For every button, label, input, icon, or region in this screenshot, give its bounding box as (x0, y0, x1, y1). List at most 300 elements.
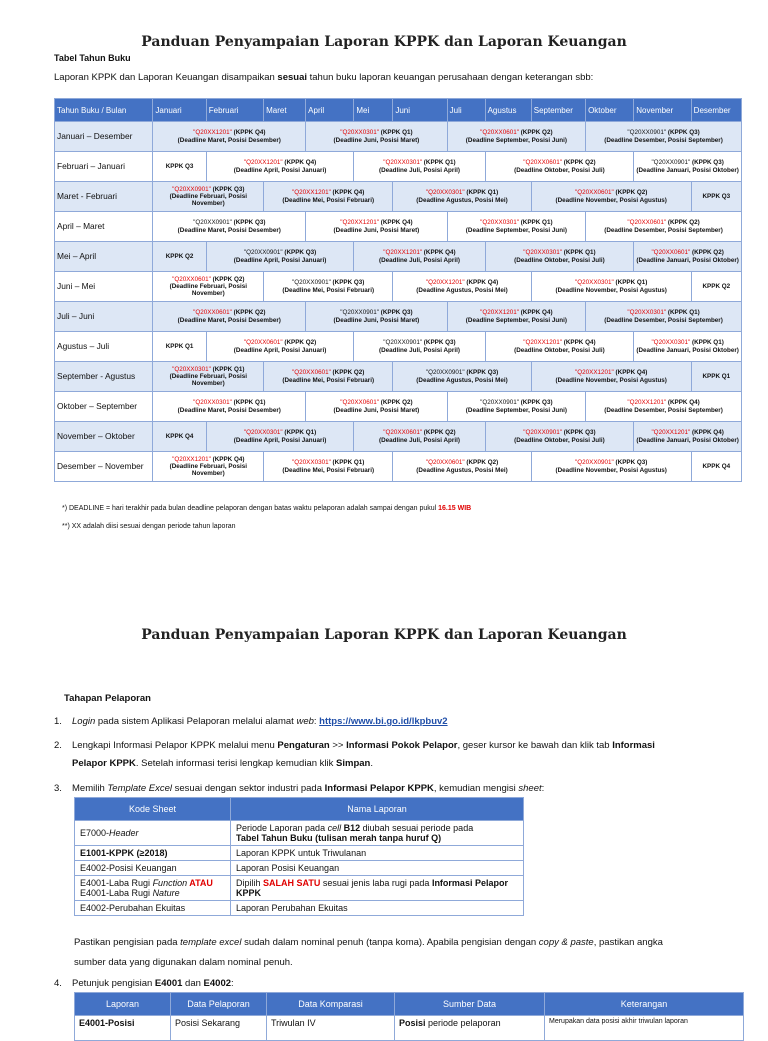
fiscal-row-label: Januari – Desember (55, 122, 153, 152)
report-deadline: (Deadline Juli, Posisi April) (379, 256, 460, 264)
fiscal-cell: KPPK Q3 (691, 182, 741, 212)
fiscal-cell (153, 122, 306, 152)
intro-text (54, 72, 593, 83)
fiscal-cell (153, 212, 306, 242)
report-code: "Q20XX0901" (193, 219, 232, 227)
header-month: Desember (691, 99, 741, 122)
fiscal-row (55, 122, 742, 152)
report-quarter: (KPPK Q2) (464, 459, 499, 467)
report-quarter: (KPPK Q2) (282, 339, 317, 347)
report-deadline: (Deadline April, Posisi Januari) (233, 166, 327, 174)
report-deadline: (Deadline Juni, Posisi Maret) (333, 406, 420, 414)
fiscal-cell (531, 362, 691, 392)
report-deadline: (Deadline Agustus, Posisi Mei) (416, 376, 508, 384)
report-quarter: (KPPK Q3) (231, 219, 266, 227)
report-deadline: (Deadline April, Posisi Januari) (233, 256, 327, 264)
fiscal-cell (264, 272, 393, 302)
fiscal-table-header-row (55, 99, 742, 122)
step-2-b2: Informasi Pokok Pelapor (346, 740, 458, 751)
report-deadline: (Deadline Februari, Posisi November) (169, 372, 247, 388)
fiscal-cell (393, 362, 531, 392)
header-month: Juli (447, 99, 485, 122)
report-code: "Q20XX1201" (243, 159, 283, 167)
petunjuk-col-keterangan: Keterangan (545, 993, 744, 1016)
section-label-tahun-buku: Tabel Tahun Buku (54, 53, 131, 63)
fiscal-cell: KPPK Q4 (153, 422, 206, 452)
sheet-name-b: Informasi Pelapor KPPK (236, 878, 508, 898)
petunjuk-row (75, 1016, 744, 1041)
report-deadline: (Deadline April, Posisi Januari) (233, 346, 327, 354)
step-3-pre: Memilih (72, 783, 108, 794)
after-table-mid: sudah dalam nominal penuh (tanpa koma). Apabila pengisian dengan (241, 937, 539, 948)
fiscal-cell: KPPK Q2 (153, 242, 206, 272)
sheet-col-kode (75, 798, 231, 821)
report-deadline: (Deadline Agustus, Posisi Mei) (416, 196, 508, 204)
fiscal-cell (485, 422, 634, 452)
report-code: "Q20XX0301" (425, 189, 465, 197)
fiscal-cell (206, 152, 354, 182)
report-code: "Q20XX1201" (292, 189, 331, 197)
step-4-pre: Petunjuk pengisian (72, 978, 155, 989)
fiscal-row (55, 302, 742, 332)
section-label-tahapan: Tahapan Pelaporan (64, 693, 151, 704)
report-code: "Q20XX1201" (193, 129, 232, 137)
report-code: "Q20XX0901" (292, 279, 331, 287)
fiscal-cell (264, 182, 393, 212)
sheet-name: Laporan KPPK untuk Triwulanan (231, 846, 524, 861)
sheet-name: Laporan Posisi Keuangan (231, 861, 524, 876)
petunjuk-sumber-text: periode pelaporan (425, 1018, 501, 1028)
report-quarter: (KPPK Q1) (379, 129, 413, 137)
report-quarter: (KPPK Q4) (231, 129, 266, 137)
fiscal-row (55, 212, 742, 242)
fiscal-cell (586, 302, 742, 332)
report-deadline: (Deadline Juni, Posisi Maret) (333, 316, 420, 324)
fiscal-row-label: Desember – November (55, 452, 153, 482)
report-code: "Q20XX0301" (627, 309, 667, 317)
report-code: "Q20XX0601" (172, 275, 211, 283)
report-deadline: (Deadline November, Posisi Agustus) (555, 196, 667, 204)
report-quarter: (KPPK Q4) (464, 279, 499, 287)
report-deadline: (Deadline November, Posisi Agustus) (555, 376, 667, 384)
report-code: "Q20XX0601" (383, 429, 423, 437)
report-quarter: (KPPK Q1) (690, 339, 724, 347)
sheet-name-pre: Dipilih (236, 878, 264, 888)
fiscal-cell (634, 422, 742, 452)
fiscal-row (55, 242, 742, 272)
header-month: Agustus (485, 99, 531, 122)
report-deadline: (Deadline Mei, Posisi Februari) (282, 286, 375, 294)
step-2-mid1: >> (329, 740, 347, 751)
fiscal-row (55, 422, 742, 452)
report-code: "Q20XX0901" (340, 309, 379, 317)
report-quarter: (KPPK Q1) (231, 399, 266, 407)
step-2-line2-end: . (370, 758, 373, 769)
report-quarter: (KPPK Q2) (231, 309, 266, 317)
report-deadline: (Deadline Oktober, Posisi Juli) (514, 436, 605, 444)
step-4-mid: dan (182, 978, 204, 989)
fiscal-cell (354, 152, 485, 182)
report-quarter: (KPPK Q1) (666, 309, 700, 317)
report-code: "Q20XX0901" (243, 249, 283, 257)
report-quarter: (KPPK Q4) (379, 219, 413, 227)
report-deadline: (Deadline Agustus, Posisi Mei) (416, 466, 508, 474)
fiscal-row-label: Juli – Juni (55, 302, 153, 332)
report-quarter: (KPPK Q3) (666, 129, 700, 137)
report-code: "Q20XX0901" (575, 459, 614, 467)
step-2-pre: Lengkapi Informasi Pelapor KPPK melalui menu (72, 740, 278, 751)
report-quarter: (KPPK Q3) (210, 185, 245, 193)
fiscal-cell (447, 212, 585, 242)
sheet-code: E4002-Posisi Keuangan (75, 861, 231, 876)
fiscal-row-label: September - Agustus (55, 362, 153, 392)
step-1-pre: pada sistem Aplikasi Pelaporan melalui alamat (95, 716, 297, 727)
report-code: "Q20XX0301" (340, 129, 379, 137)
fiscal-cell (634, 152, 742, 182)
fiscal-row-label: Oktober – September (55, 392, 153, 422)
report-code: "Q20XX0601" (193, 309, 232, 317)
report-quarter: (KPPK Q3) (282, 249, 317, 257)
fiscal-cell: KPPK Q3 (153, 152, 206, 182)
report-code: "Q20XX0301" (243, 429, 283, 437)
report-quarter: (KPPK Q1) (613, 279, 648, 287)
report-quarter: (KPPK Q2) (666, 219, 700, 227)
report-deadline: (Deadline Desember, Posisi September) (604, 226, 723, 234)
report-quarter: (KPPK Q1) (330, 459, 365, 467)
report-code: "Q20XX0601" (480, 129, 519, 137)
fiscal-cell (306, 302, 447, 332)
step-3-text (72, 780, 742, 798)
fiscal-row (55, 452, 742, 482)
sheet-code-l1-it: Function (152, 878, 188, 888)
page-title-2: Panduan Penyampaian Laporan KPPK dan Laporan Keuangan (141, 627, 627, 643)
petunjuk-ket: Merupakan data posisi akhir triwulan laporan (545, 1016, 744, 1041)
report-quarter: (KPPK Q2) (690, 249, 724, 257)
report-deadline: (Deadline Oktober, Posisi Juli) (514, 166, 605, 174)
report-code: "Q20XX1201" (425, 279, 465, 287)
fiscal-cell: KPPK Q2 (691, 272, 741, 302)
report-code: "Q20XX0601" (292, 369, 331, 377)
fiscal-row-label: April – Maret (55, 212, 153, 242)
step-4-num: 4. (54, 978, 62, 989)
step-2-line2-b: Pelapor KPPK (72, 758, 136, 769)
after-table-note (74, 933, 744, 973)
step-1-num: 1. (54, 716, 62, 727)
step-2-b3: Informasi (612, 740, 655, 751)
sheet-name (231, 821, 524, 846)
sheet-name-b2: Tabel Tahun Buku (tulisan merah tanpa huruf Q) (236, 833, 442, 843)
report-quarter: (KPPK Q4) (210, 455, 245, 463)
after-table-it: template excel (180, 937, 242, 948)
fiscal-cell (153, 182, 264, 212)
report-code: "Q20XX0301" (292, 459, 331, 467)
report-code: "Q20XX0301" (523, 249, 563, 257)
sheet-code-it: Header (109, 828, 139, 838)
report-quarter: (KPPK Q4) (666, 399, 700, 407)
header-month: Januari (153, 99, 206, 122)
report-quarter: (KPPK Q1) (210, 365, 245, 373)
fiscal-year-table (54, 98, 742, 482)
report-code: "Q20XX1201" (172, 455, 211, 463)
after-table-end: , pastikan angka (593, 937, 663, 948)
report-deadline: (Deadline Desember, Posisi September) (604, 406, 723, 414)
note-deadline (62, 505, 471, 512)
report-quarter: (KPPK Q1) (282, 429, 317, 437)
fiscal-cell (206, 242, 354, 272)
report-deadline: (Deadline November, Posisi Agustus) (555, 466, 667, 474)
report-code: "Q20XX0601" (243, 339, 283, 347)
report-deadline: (Deadline Mei, Posisi Februari) (282, 466, 375, 474)
sheet-col-kode-label: Kode Sheet (128, 804, 177, 814)
sheet-code-l2: E4001-Laba Rugi (80, 888, 153, 898)
sheet-code (75, 876, 231, 901)
fiscal-row-label: Februari – Januari (55, 152, 153, 182)
after-table-pre: Pastikan pengisian pada (74, 937, 181, 948)
sheet-code (75, 821, 231, 846)
header-month: September (531, 99, 585, 122)
fiscal-cell (586, 212, 742, 242)
report-deadline: (Deadline Maret, Posisi Desember) (177, 316, 281, 324)
fiscal-row (55, 152, 742, 182)
report-code: "Q20XX0601" (523, 159, 563, 167)
report-code: "Q20XX0901" (651, 159, 691, 167)
report-quarter: (KPPK Q2) (379, 399, 413, 407)
report-deadline: (Deadline September, Posisi Juni) (465, 316, 567, 324)
report-quarter: (KPPK Q3) (518, 399, 553, 407)
report-code: "Q20XX0901" (425, 369, 465, 377)
page-title: Panduan Penyampaian Laporan KPPK dan Laporan Keuangan (141, 34, 627, 50)
step-3-mid2: , kemudian mengisi (433, 783, 519, 794)
fiscal-cell (264, 452, 393, 482)
step-3-b1: Informasi Pelapor KPPK (324, 783, 434, 794)
report-code: "Q20XX0901" (383, 339, 423, 347)
report-deadline: (Deadline Februari, Posisi November) (169, 462, 247, 478)
report-code: "Q20XX0301" (193, 399, 232, 407)
header-month: Maret (264, 99, 306, 122)
report-deadline: (Deadline Januari, Posisi Oktober) (636, 346, 739, 354)
report-quarter: (KPPK Q2) (518, 129, 553, 137)
fiscal-cell (393, 452, 531, 482)
sheet-code-atau: ATAU (187, 878, 213, 888)
report-deadline: (Deadline Maret, Posisi Desember) (177, 136, 281, 144)
lkpbu-link[interactable]: https://www.bi.go.id/lkpbuv2 (319, 716, 448, 727)
report-quarter: (KPPK Q3) (690, 159, 724, 167)
fiscal-cell (485, 332, 634, 362)
fiscal-cell: KPPK Q1 (153, 332, 206, 362)
report-quarter: (KPPK Q4) (422, 249, 456, 257)
report-deadline: (Deadline Agustus, Posisi Mei) (416, 286, 508, 294)
report-code: "Q20XX0301" (575, 279, 614, 287)
step-3-it1: Template Excel (107, 783, 172, 794)
report-code: "Q20XX1201" (480, 309, 519, 317)
report-quarter: (KPPK Q3) (562, 429, 596, 437)
note-xx: **) XX adalah diisi sesuai dengan periode tahun laporan (62, 523, 236, 530)
report-deadline: (Deadline April, Posisi Januari) (233, 436, 327, 444)
after-table-l2: sumber data yang digunakan dalam nominal penuh. (74, 957, 293, 968)
fiscal-cell (447, 122, 585, 152)
intro-bold: sesuai (277, 72, 307, 83)
report-quarter: (KPPK Q2) (422, 429, 456, 437)
sheet-col-nama: Nama Laporan (231, 798, 524, 821)
sheet-row (75, 846, 524, 861)
sheet-code: E4002-Perubahan Ekuitas (75, 901, 231, 916)
header-month: Mei (354, 99, 393, 122)
report-quarter: (KPPK Q4) (330, 189, 365, 197)
sheet-code: E1001-KPPK (≥2018) (75, 846, 231, 861)
report-deadline: (Deadline Mei, Posisi Februari) (282, 196, 375, 204)
report-code: "Q20XX1201" (523, 339, 563, 347)
report-deadline: (Deadline Maret, Posisi Desember) (177, 226, 281, 234)
fiscal-row-label: Maret - Februari (55, 182, 153, 212)
fiscal-cell: KPPK Q1 (691, 362, 741, 392)
sheet-row (75, 861, 524, 876)
step-4-b2: E4002 (203, 978, 232, 989)
fiscal-cell (586, 122, 742, 152)
sheet-name-mid: diubah sesuai periode pada (360, 823, 474, 833)
report-deadline: (Deadline Januari, Posisi Oktober) (636, 166, 739, 174)
petunjuk-laporan: E4001-Posisi (75, 1016, 171, 1041)
sheet-table (74, 797, 524, 916)
step-2-mid2: , geser kursor ke bawah dan klik tab (457, 740, 613, 751)
fiscal-cell: KPPK Q4 (691, 452, 741, 482)
fiscal-cell (634, 332, 742, 362)
report-code: "Q20XX0901" (523, 429, 563, 437)
report-quarter: (KPPK Q2) (562, 159, 596, 167)
report-deadline: (Deadline Maret, Posisi Desember) (177, 406, 281, 414)
report-code: "Q20XX0301" (383, 159, 423, 167)
fiscal-cell (447, 302, 585, 332)
report-deadline: (Deadline September, Posisi Juni) (465, 406, 567, 414)
header-month: Juni (393, 99, 447, 122)
header-month: Februari (206, 99, 263, 122)
report-deadline: (Deadline Oktober, Posisi Juli) (514, 256, 605, 264)
report-deadline: (Deadline Februari, Posisi November) (169, 282, 247, 298)
report-deadline: (Deadline Desember, Posisi September) (604, 136, 723, 144)
report-code: "Q20XX1201" (340, 219, 379, 227)
fiscal-cell (531, 272, 691, 302)
report-code: "Q20XX1201" (575, 369, 614, 377)
report-deadline: (Deadline Januari, Posisi Oktober) (636, 436, 739, 444)
fiscal-cell (531, 452, 691, 482)
step-1-web: web (296, 716, 314, 727)
sheet-name-salah-satu: SALAH SATU (263, 878, 321, 888)
note-deadline-text: *) DEADLINE = hari terakhir pada bulan deadline pelaporan dengan batas waktu pelaporan adalah sampai dengan pukul (62, 505, 439, 512)
sheet-name: Laporan Perubahan Ekuitas (231, 901, 524, 916)
fiscal-cell (354, 242, 485, 272)
fiscal-cell (586, 392, 742, 422)
fiscal-cell (447, 392, 585, 422)
report-deadline: (Deadline November, Posisi Agustus) (555, 286, 667, 294)
report-quarter: (KPPK Q2) (330, 369, 365, 377)
report-code: "Q20XX0301" (480, 219, 519, 227)
step-1-text (72, 713, 742, 731)
petunjuk-pelaporan: Posisi Sekarang (171, 1016, 267, 1041)
fiscal-row (55, 182, 742, 212)
fiscal-cell (264, 362, 393, 392)
fiscal-cell (306, 212, 447, 242)
report-deadline: (Deadline September, Posisi Juni) (465, 136, 567, 144)
fiscal-cell (153, 362, 264, 392)
sheet-code-pre: E7000- (80, 828, 110, 838)
report-code: "Q20XX0601" (651, 249, 691, 257)
report-code: "Q20XX0301" (651, 339, 691, 347)
report-code: "Q20XX1201" (651, 429, 691, 437)
report-quarter: (KPPK Q4) (562, 339, 596, 347)
report-quarter: (KPPK Q3) (330, 279, 365, 287)
after-table-it2: copy & paste (538, 937, 594, 948)
sheet-name-b: B12 (341, 823, 361, 833)
report-quarter: (KPPK Q3) (613, 459, 648, 467)
fiscal-row-label: Mei – April (55, 242, 153, 272)
report-deadline: (Deadline Mei, Posisi Februari) (282, 376, 375, 384)
step-3-it2: sheet (518, 783, 542, 794)
sheet-name-it: cell (327, 823, 342, 833)
petunjuk-col-laporan: Laporan (75, 993, 171, 1016)
report-code: "Q20XX0601" (425, 459, 465, 467)
report-quarter: (KPPK Q4) (690, 429, 724, 437)
fiscal-cell (485, 242, 634, 272)
petunjuk-col-sumber-data: Sumber Data (395, 993, 545, 1016)
petunjuk-komparasi: Triwulan IV (267, 1016, 395, 1041)
fiscal-row-label: November – Oktober (55, 422, 153, 452)
step-2-b1: Pengaturan (277, 740, 330, 751)
fiscal-cell (354, 422, 485, 452)
fiscal-cell (393, 272, 531, 302)
step-2-line2-mid: . Setelah informasi terisi lengkap kemudian klik (135, 758, 337, 769)
report-deadline: (Deadline Juli, Posisi April) (379, 436, 460, 444)
petunjuk-col-data-komparasi: Data Komparasi (267, 993, 395, 1016)
report-quarter: (KPPK Q4) (613, 369, 648, 377)
sheet-row (75, 901, 524, 916)
report-quarter: (KPPK Q3) (464, 369, 499, 377)
fiscal-cell (531, 182, 691, 212)
fiscal-row-label: Juni – Mei (55, 272, 153, 302)
sheet-row (75, 821, 524, 846)
sheet-row (75, 876, 524, 901)
fiscal-row (55, 362, 742, 392)
fiscal-cell (306, 122, 447, 152)
fiscal-cell (153, 302, 306, 332)
report-quarter: (KPPK Q1) (518, 219, 553, 227)
intro-pre: Laporan KPPK dan Laporan Keuangan disampaikan (54, 72, 278, 83)
header-month: November (634, 99, 691, 122)
report-quarter: (KPPK Q3) (379, 309, 413, 317)
fiscal-row (55, 332, 742, 362)
fiscal-cell (485, 152, 634, 182)
report-quarter: (KPPK Q1) (422, 159, 456, 167)
report-quarter: (KPPK Q1) (464, 189, 499, 197)
fiscal-cell (153, 392, 306, 422)
report-code: "Q20XX0601" (627, 219, 667, 227)
step-2-num: 2. (54, 740, 62, 751)
report-quarter: (KPPK Q4) (518, 309, 553, 317)
report-code: "Q20XX0301" (172, 365, 211, 373)
report-deadline: (Deadline Januari, Posisi Oktober) (636, 256, 739, 264)
report-code: "Q20XX1201" (627, 399, 667, 407)
report-quarter: (KPPK Q2) (613, 189, 648, 197)
report-deadline: (Deadline September, Posisi Juni) (465, 226, 567, 234)
intro-post: tahun buku laporan keuangan perusahaan dengan keterangan sbb: (307, 72, 594, 83)
step-1-colon: : (313, 716, 320, 727)
header-tahun-buku: Tahun Buku / Bulan (55, 99, 153, 122)
fiscal-cell (153, 452, 264, 482)
report-code: "Q20XX0601" (340, 399, 379, 407)
step-4-b1: E4001 (154, 978, 183, 989)
report-deadline: (Deadline Juni, Posisi Maret) (333, 136, 420, 144)
fiscal-cell (206, 332, 354, 362)
sheet-code-l1: E4001-Laba Rugi (80, 878, 153, 888)
report-quarter: (KPPK Q2) (210, 275, 245, 283)
